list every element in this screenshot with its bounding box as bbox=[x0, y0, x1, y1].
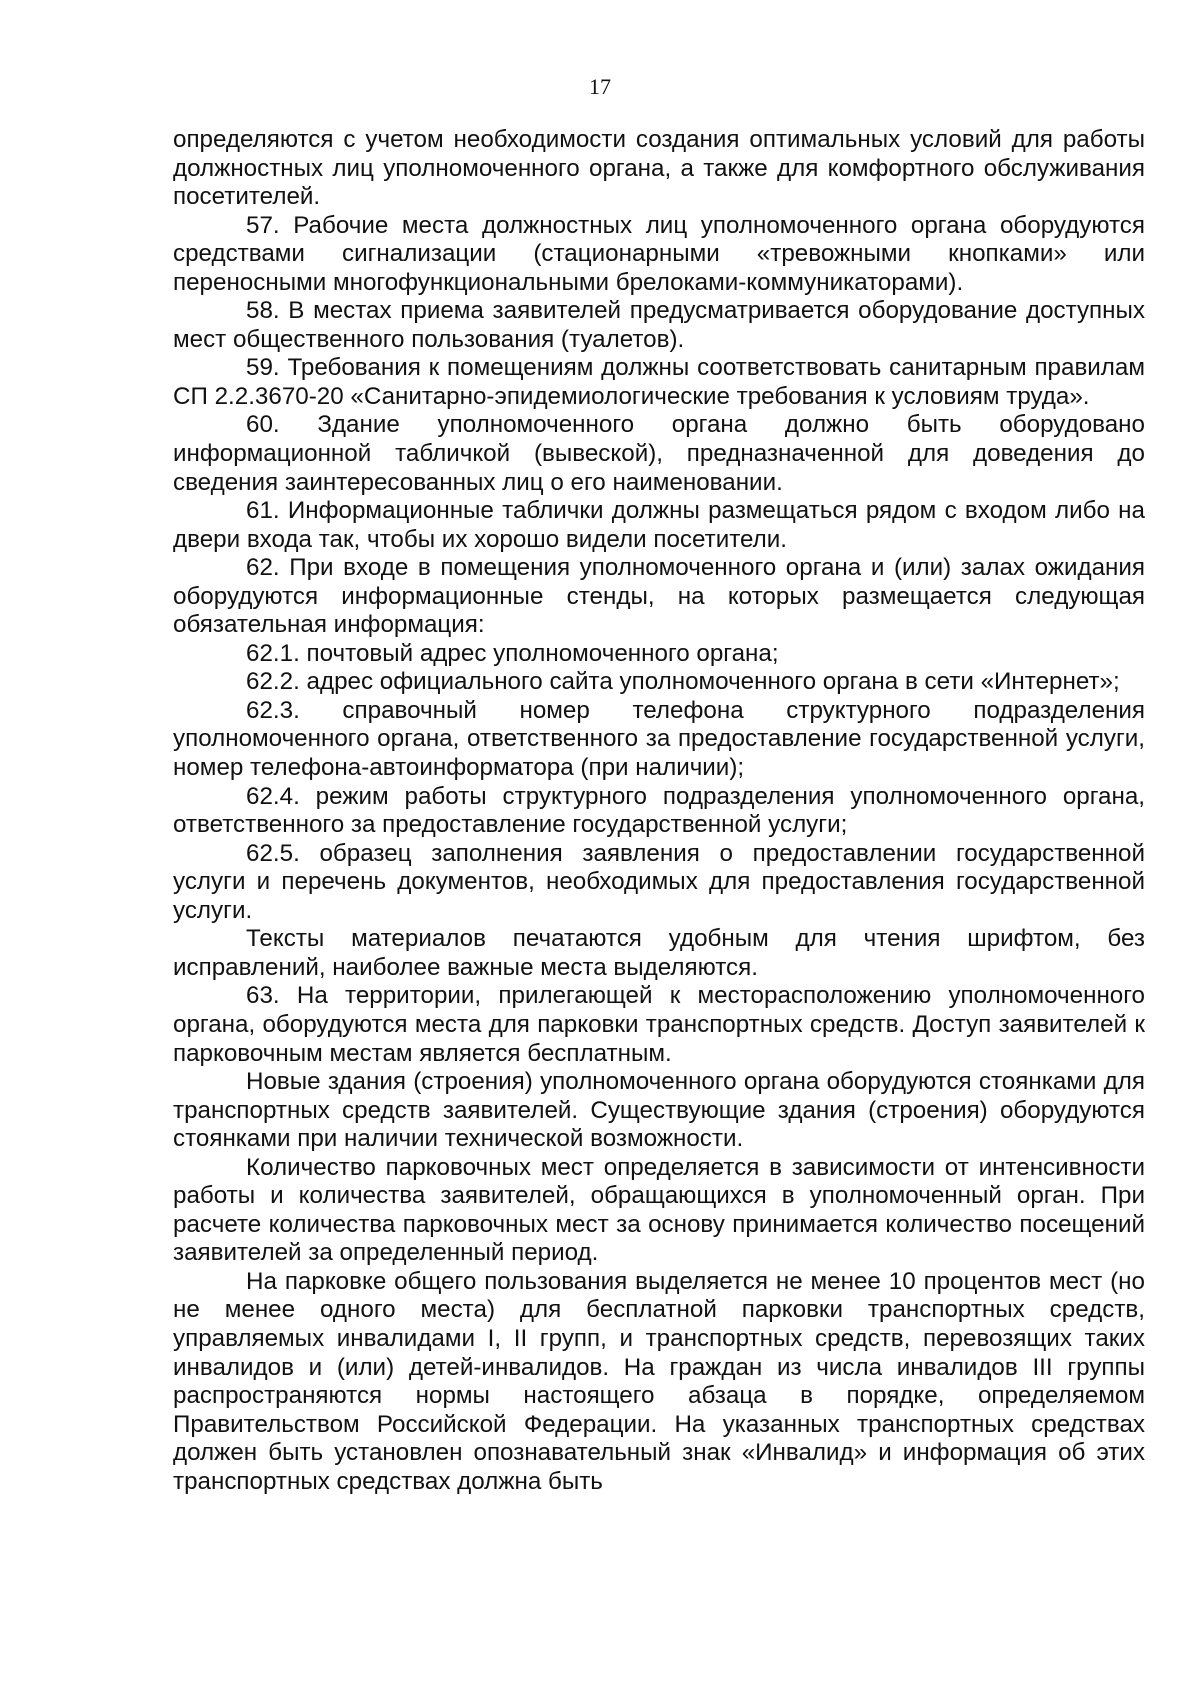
paragraph-61: 61. Информационные таблички должны размещаться рядом с входом либо на двери входа так, чтобы их хорошо видели посетители. bbox=[173, 497, 1145, 553]
paragraph-62-2: 62.2. адрес официального сайта уполномоченного органа в сети «Интернет»; bbox=[246, 668, 1120, 696]
paragraph-63: 63. На территории, прилегающей к месторасположению уполномоченного органа, оборудуются места для парковки транспортных средств. Доступ заявителей к парковочным местам является бесплатным. bbox=[173, 982, 1145, 1067]
paragraph-62: 62. При входе в помещения уполномоченного органа и (или) залах ожидания оборудуются информационные стенды, на которых размещается следующая обязательная информация: bbox=[173, 554, 1145, 639]
paragraph-62-1: 62.1. почтовый адрес уполномоченного органа; bbox=[246, 639, 779, 667]
paragraph-62-3: 62.3. справочный номер телефона структурного подразделения уполномоченного органа, ответственного за предоставление государственной услуги, номер телефона-автоинформатора (при наличии); bbox=[173, 696, 1145, 782]
paragraph-57: 57. Рабочие места должностных лиц уполномоченного органа оборудуются средствами сигнализации (стационарными «тревожными кнопками» или переносными многофункциональными брелоками-коммуникаторами). bbox=[173, 211, 1145, 296]
paragraph-new-buildings: Новые здания (строения) уполномоченного органа оборудуются стоянками для транспортных средств заявителей. Существующие здания (строения) оборудуются стоянками при наличии технической возможности. bbox=[173, 1068, 1145, 1153]
paragraph-62-5: 62.5. образец заполнения заявления о предоставлении государственной услуги и перечень документов, необходимых для предоставления государственной услуги. bbox=[173, 839, 1145, 924]
page-number: 17 bbox=[589, 74, 611, 99]
paragraph-59: 59. Требования к помещениям должны соответствовать санитарным правилам СП 2.2.3670-20 «Санитарно-эпидемиологические требования к условиям труда». bbox=[173, 354, 1145, 410]
paragraph-62-4: 62.4. режим работы структурного подразделения уполномоченного органа, ответственного за предоставление государственной услуги; bbox=[173, 782, 1145, 839]
paragraph-60: 60. Здание уполномоченного органа должно быть оборудовано информационной табличкой (вывеской), предназначенной для доведения до сведения заинтересованных лиц о его наименовании. bbox=[173, 411, 1145, 496]
paragraph-continuation: определяются с учетом необходимости создания оптимальных условий для работы должностных лиц уполномоченного органа, а также для комфортного обслуживания посетителей. bbox=[173, 126, 1145, 211]
paragraph-parking-count: Количество парковочных мест определяется в зависимости от интенсивности работы и количества заявителей, обращающихся в уполномоченный орган. При расчете количества парковочных мест за основу принимается количество посещений заявителей за определенный период. bbox=[173, 1153, 1145, 1267]
paragraph-disabled-parking: На парковке общего пользования выделяется не менее 10 процентов мест (но не менее одного места) для бесплатной парковки транспортных средств, управляемых инвалидами I, II групп, и транспортных средств, перевозящих таких инвалидов и (или) детей-инвалидов. На граждан из числа инвалидов III группы распространяются нормы настоящего абзаца в порядке, определяемом Правительством Российской Федерации. На указанных транспортных средствах должен быть установлен опознавательный знак «Инвалид» и информация об этих транспортных средствах должна быть bbox=[173, 1267, 1145, 1495]
document-body bbox=[173, 126, 1145, 1496]
paragraph-58: 58. В местах приема заявителей предусматривается оборудование доступных мест общественного пользования (туалетов). bbox=[173, 297, 1145, 353]
paragraph-texts-materials: Тексты материалов печатаются удобным для чтения шрифтом, без исправлений, наиболее важные места выделяются. bbox=[173, 925, 1145, 981]
